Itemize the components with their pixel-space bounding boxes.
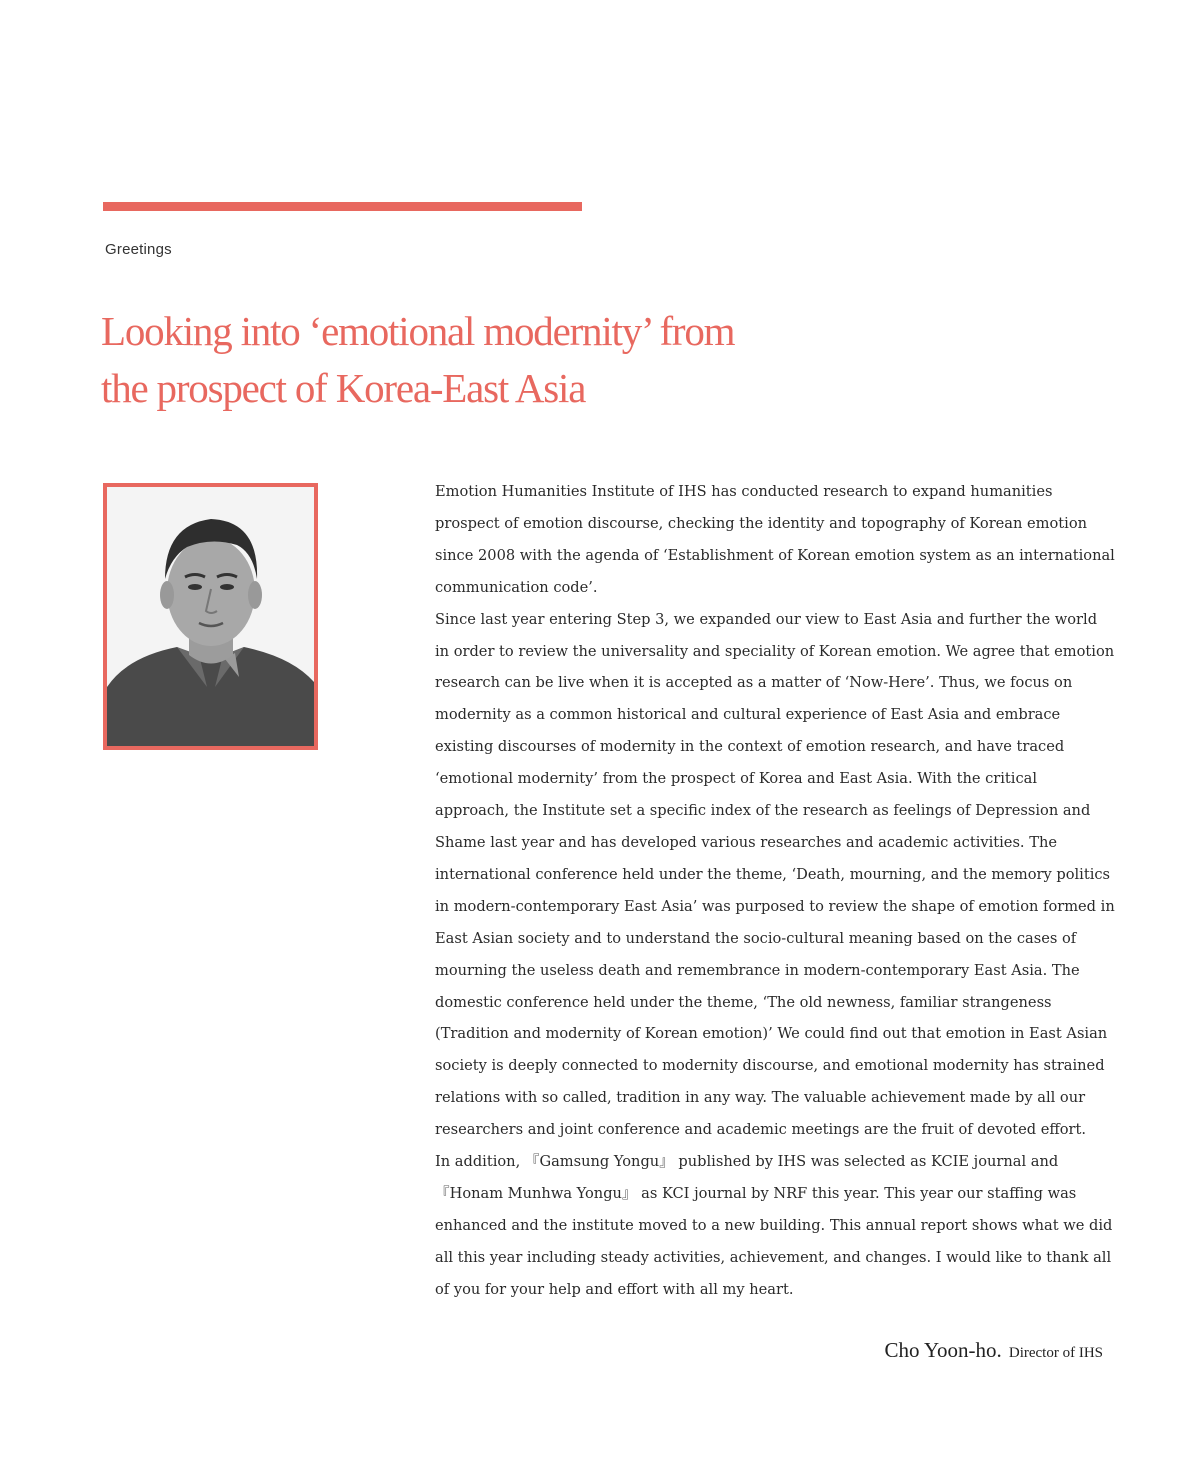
greeting-body: [435, 476, 1115, 1306]
page-title: [101, 303, 734, 417]
page-title-line-2: the prospect of Korea-East Asia: [101, 365, 586, 411]
page-title-line-1: Looking into ‘emotional modernity’ from: [101, 308, 735, 354]
body-paragraph: In addition, 『Gamsung Yongu』 published by IHS was selected as KCIE journal and 『Honam Munhwa Yongu』 as KCI journal by NRF this year. This year our staffing was enhanced and the institute moved to a new building. This annual report shows what we did all this year including steady activities, achievement, and changes. I would like to thank all of you for your help and effort with all my heart.: [435, 1153, 1113, 1298]
signature: [884, 1338, 1103, 1363]
portrait-photo-icon: [107, 487, 314, 746]
accent-bar: [103, 202, 582, 211]
section-label: Greetings: [105, 241, 172, 258]
body-paragraph: Emotion Humanities Institute of IHS has conducted research to expand humanities prospect of emotion discourse, checking the identity and topography of Korean emotion since 2008 with the agenda of ‘Establishment of Korean emotion system as an international communication code’.: [435, 483, 1115, 596]
body-paragraph: Since last year entering Step 3, we expanded our view to East Asia and further the world in order to review the universality and speciality of Korean emotion. We agree that emotion research can be live when it is accepted as a matter of ‘Now-Here’. Thus, we focus on modernity as a common historical and cultural experience of East Asia and embrace existing discourses of modernity in the context of emotion research, and have traced ‘emotional modernity’ from the prospect of Korea and East Asia. With the critical approach, the Institute set a specific index of the research as feelings of Depression and Shame last year and has developed various researches and academic activities. The international conference held under the theme, ‘Death, mourning, and the memory politics in modern-contemporary East Asia’ was purposed to review the shape of emotion formed in East Asian society and to understand the socio-cultural meaning based on the cases of mourning the useless death and remembrance in modern-contemporary East Asia. The domestic conference held under the theme, ‘The old newness, familiar strangeness (Tradition and modernity of Korean emotion)’ We could find out that emotion in East Asian society is deeply connected to modernity discourse, and emotional modernity has strained relations with so called, tradition in any way. The valuable achievement made by all our researchers and joint conference and academic meetings are the fruit of devoted effort.: [435, 610, 1115, 1139]
director-portrait: [103, 483, 318, 750]
signature-title: Director of IHS: [1008, 1345, 1103, 1361]
signature-name: Cho Yoon-ho.: [884, 1338, 1002, 1362]
